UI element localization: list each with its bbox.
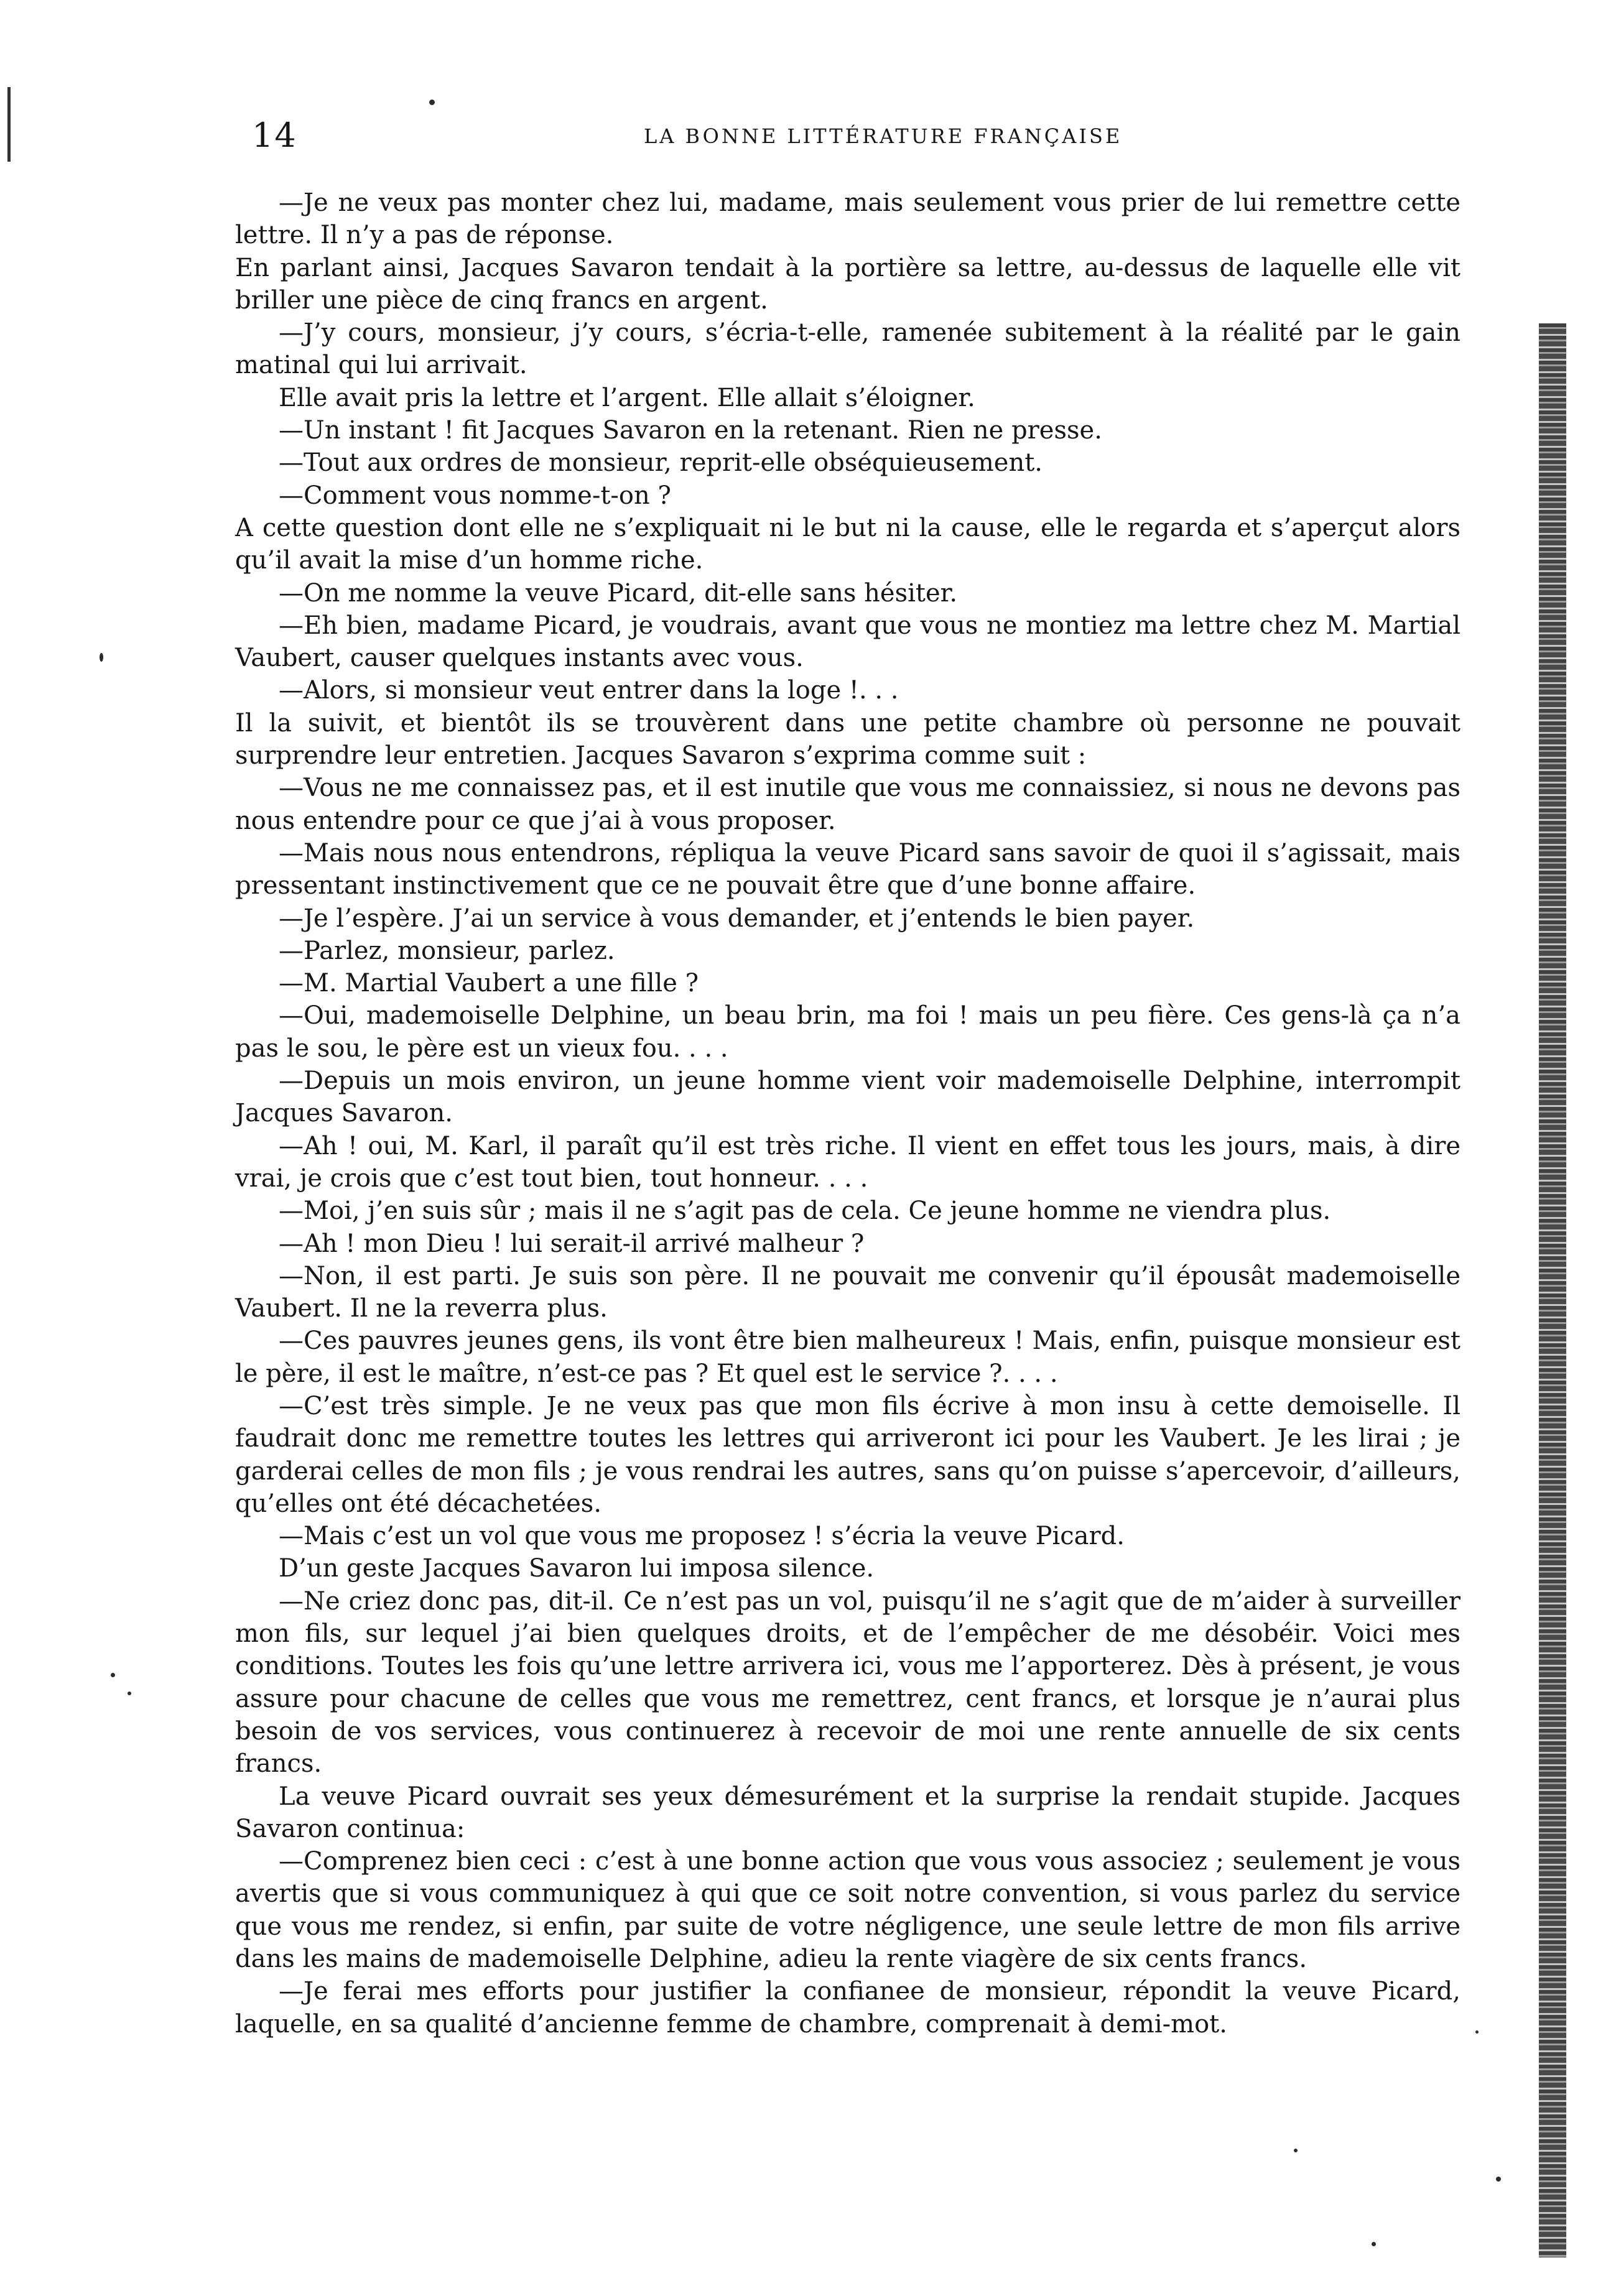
paragraph-dialogue: —Comment vous nomme-t-on ? xyxy=(279,481,671,510)
paragraph-dialogue: —Moi, j’en suis sûr ; mais il ne s’agit pas de cela. Ce jeune homme ne viendra plus. xyxy=(279,1197,1331,1226)
paragraph-dialogue: —Alors, si monsieur veut entrer dans la loge !. . . xyxy=(279,676,899,705)
paragraph-dialogue: —Eh bien, madame Picard, je voudrais, avant que vous ne montiez ma lettre chez M. Martial Vaubert, causer quelques instants avec vous. xyxy=(235,611,1460,673)
paragraph-dialogue: —Je l’espère. J’ai un service à vous demander, et j’entends le bien payer. xyxy=(279,904,1195,933)
scan-speck xyxy=(429,100,435,105)
scan-speck xyxy=(111,1673,115,1677)
paragraph-dialogue: —Ah ! oui, M. Karl, il paraît qu’il est très riche. Il vient en effet tous les jours, mais, à dire vrai, je crois que c’est tout bien, tout honneur. . . . xyxy=(235,1131,1460,1193)
page-header xyxy=(252,112,1459,162)
paragraph-dialogue: —Un instant ! fit Jacques Savaron en la retenant. Rien ne presse. xyxy=(279,416,1102,445)
paragraph-dialogue: —Mais c’est un vol que vous me proposez ! s’écria la veuve Picard. xyxy=(279,1522,1125,1551)
body-text xyxy=(235,187,1460,2040)
scan-speck xyxy=(128,1692,131,1695)
paragraph-dialogue: —Depuis un mois environ, un jeune homme vient voir mademoiselle Delphine, interrompit Jacques Savaron. xyxy=(235,1067,1460,1128)
running-title: LA BONNE LITTÉRATURE FRANÇAISE xyxy=(644,124,1123,148)
paragraph-dialogue: —Comprenez bien ceci : c’est à une bonne action que vous vous associez ; seulement je vous avertis que si vous communiquez à qui que ce soit notre convention, si vous parlez du service que vous me rendez, si enfin, par suite de votre négligence, une seule lettre de mon fils arrive dans les mains de mademoiselle Delphine, adieu la rente viagère de six cents francs. xyxy=(235,1847,1460,1974)
paragraph-dialogue: —Tout aux ordres de monsieur, reprit-elle obséquieusement. xyxy=(279,448,1043,478)
scan-speck xyxy=(1496,2177,1501,2182)
paragraph-narration: D’un geste Jacques Savaron lui imposa silence. xyxy=(279,1554,875,1583)
paragraph-narration: En parlant ainsi, Jacques Savaron tendait à la portière sa lettre, au-dessus de laquelle elle vit briller une pièce de cinq francs en argent. xyxy=(235,253,1460,315)
paragraph-dialogue: —Parlez, monsieur, parlez. xyxy=(279,936,615,965)
paragraph-narration: Elle avait pris la lettre et l’argent. Elle allait s’éloigner. xyxy=(279,383,975,412)
paragraph-dialogue: —M. Martial Vaubert a une fille ? xyxy=(279,969,699,998)
margin-scan-mark xyxy=(7,87,11,162)
paragraph-narration: Il la suivit, et bientôt ils se trouvèrent dans une petite chambre où personne ne pouvait surprendre leur entretien. Jacques Savaron s’exprima comme suit : xyxy=(235,708,1460,771)
scan-speck xyxy=(100,653,103,662)
paragraph-dialogue: —On me nomme la veuve Picard, dit-elle sans hésiter. xyxy=(279,578,958,608)
paragraph-dialogue: —Ah ! mon Dieu ! lui serait-il arrivé malheur ? xyxy=(279,1229,865,1258)
paragraph-dialogue: —J’y cours, monsieur, j’y cours, s’écria-t-elle, ramenée subitement à la réalité par le gain matinal qui lui arrivait. xyxy=(235,318,1460,380)
paragraph-dialogue: —Vous ne me connaissez pas, et il est inutile que vous me connaissiez, si nous ne devons pas nous entendre pour ce que j’ai à vous proposer. xyxy=(235,774,1460,835)
paragraph-dialogue: —Je ne veux pas monter chez lui, madame, mais seulement vous prier de lui remettre cette lettre. Il n’y a pas de réponse. xyxy=(235,188,1460,250)
paragraph-dialogue: —C’est très simple. Je ne veux pas que mon fils écrive à mon insu à cette demoiselle. Il faudrait donc me remettre toutes les lettres qui arriveront ici pour les Vaubert. Je les lirai ; je garderai celles de mon fils ; je vous rendrai les autres, sans qu’on puisse s’apercevoir, d’ailleurs, qu’elles ont été décachetées. xyxy=(235,1391,1460,1518)
paragraph-dialogue: —Non, il est parti. Je suis son père. Il ne pouvait me convenir qu’il épousât mademoiselle Vaubert. Il ne la reverra plus. xyxy=(235,1261,1460,1323)
scan-speck xyxy=(1475,2030,1479,2034)
paragraph-narration: A cette question dont elle ne s’expliquait ni le but ni la cause, elle le regarda et s’aperçut alors qu’il avait la mise d’un homme riche. xyxy=(235,513,1460,575)
paragraph-dialogue: —Je ferai mes efforts pour justifier la confianee de monsieur, répondit la veuve Picard, laquelle, en sa qualité d’ancienne femme de chambre, comprenait à demi-mot. xyxy=(235,1977,1460,2039)
paragraph-dialogue: —Ne criez donc pas, dit-il. Ce n’est pas un vol, puisqu’il ne s’agit que de m’aider à surveiller mon fils, sur lequel j’ai bien quelques droits, et de l’empêcher de me désobéir. Voici mes conditions. Toutes les fois qu’une lettre arrivera ici, vous me l’apporterez. Dès à présent, je vous assure pour chacune de celles que vous me remettrez, cent francs, et lorsque je n’aurai plus besoin de vos services, vous continuerez à recevoir de moi une rente annuelle de six cents francs. xyxy=(235,1586,1460,1779)
paragraph-narration: La veuve Picard ouvrait ses yeux démesurément et la surprise la rendait stupide. Jacques Savaron continua: xyxy=(235,1782,1460,1843)
paragraph-dialogue: —Oui, mademoiselle Delphine, un beau brin, ma foi ! mais un peu fière. Ces gens-là ça n’a pas le sou, le père est un vieux fou. . . . xyxy=(235,1001,1460,1063)
page-binding-edge xyxy=(1539,323,1566,2257)
scan-speck xyxy=(1372,2242,1376,2246)
scan-speck xyxy=(1294,2149,1298,2152)
page-number: 14 xyxy=(252,116,297,155)
paragraph-dialogue: —Mais nous nous entendrons, répliqua la veuve Picard sans savoir de quoi il s’agissait, mais pressentant instinctivement que ce ne pouvait être que d’une bonne affaire. xyxy=(235,838,1460,900)
paragraph-dialogue: —Ces pauvres jeunes gens, ils vont être bien malheureux ! Mais, enfin, puisque monsieur est le père, il est le maître, n’est-ce pas ? Et quel est le service ?. . . . xyxy=(235,1326,1460,1388)
